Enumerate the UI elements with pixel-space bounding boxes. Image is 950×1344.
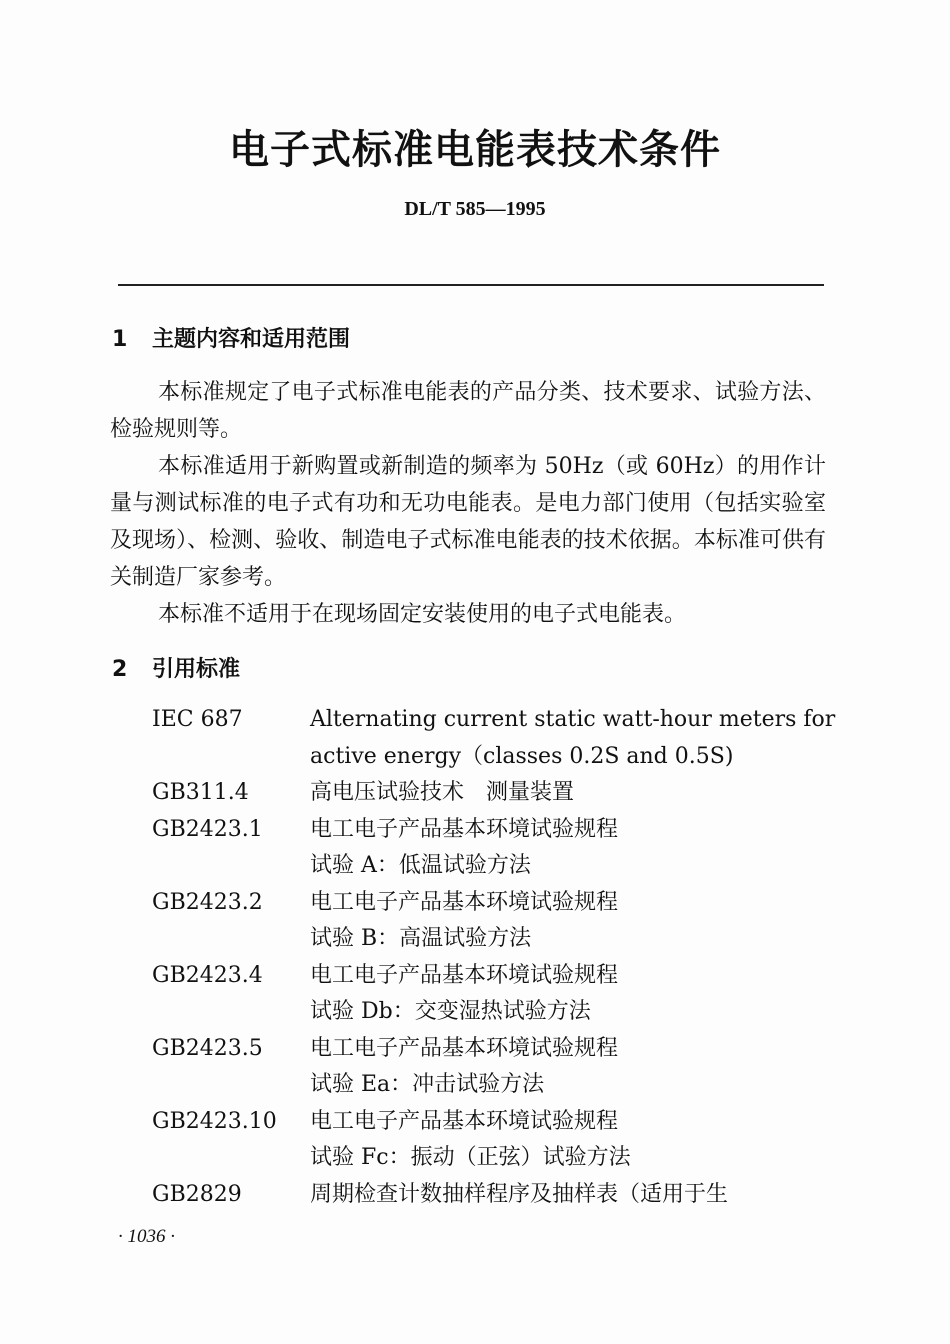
reference-title (310, 702, 835, 775)
reference-title-line: 试验 Ea：冲击试验方法 (310, 1072, 545, 1097)
reference-title-line: 电工电子产品基本环境试验规程 (310, 1108, 619, 1134)
reference-title-line: 电工电子产品基本环境试验规程 (310, 962, 619, 988)
reference-title-line: 试验 A：低温试验方法 (310, 853, 531, 878)
reference-item (140, 958, 830, 1031)
reference-title (310, 1177, 830, 1214)
reference-item (140, 702, 836, 775)
paragraph: 本标准规定了电子式标准电能表的产品分类、技术要求、试验方法、检验规则等。 (110, 380, 826, 442)
reference-item (140, 775, 830, 812)
reference-title-line: 电工电子产品基本环境试验规程 (310, 816, 619, 842)
document-title: 电子式标准电能表技术条件 (229, 127, 721, 173)
title-divider (118, 284, 824, 286)
reference-item (140, 1177, 830, 1214)
reference-title (310, 812, 830, 885)
standard-code: DL/T 585—1995 (404, 198, 546, 220)
reference-code: IEC 687 (152, 707, 243, 732)
reference-code: GB2423.1 (152, 816, 263, 842)
section-heading-1 (112, 322, 350, 353)
reference-code: GB2423.10 (152, 1108, 277, 1134)
reference-title (310, 1031, 830, 1104)
reference-item (140, 885, 830, 958)
section-heading-2 (112, 652, 240, 683)
reference-code: GB2423.2 (152, 889, 263, 915)
reference-title-line: 周期检查计数抽样程序及抽样表（适用于生 (310, 1181, 729, 1207)
reference-title-line: 试验 B：高温试验方法 (310, 926, 532, 951)
reference-title-line: 电工电子产品基本环境试验规程 (310, 1035, 619, 1061)
section-number: 1 (112, 327, 128, 352)
reference-title-line: 电工电子产品基本环境试验规程 (310, 889, 619, 915)
reference-title-line: 试验 Fc：振动（正弦）试验方法 (310, 1145, 631, 1170)
reference-item (140, 812, 830, 885)
reference-code: GB2423.4 (152, 962, 263, 988)
reference-title-line: Alternating current static watt-hour meters for (310, 707, 836, 732)
reference-code: GB2829 (152, 1181, 242, 1207)
reference-title (310, 775, 830, 812)
reference-title (310, 958, 830, 1031)
section-title: 主题内容和适用范围 (152, 327, 351, 352)
page-number: · 1036 · (118, 1226, 175, 1247)
reference-title-line: active energy（classes 0.2S and 0.5S) (310, 743, 734, 769)
paragraph: 本标准适用于新购置或新制造的频率为 50Hz（或 60Hz）的用作计量与测试标准的电子式有功和无功电能表。是电力部门使用（包括实验室及现场）、检测、验收、制造电子式标准电能表的技术依据。本标准可供有关制造厂家参考。 (110, 454, 826, 590)
reference-title-line: 高电压试验技术 测量装置 (310, 780, 575, 805)
reference-code: GB311.4 (152, 780, 249, 805)
paragraph: 本标准不适用于在现场固定安装使用的电子式电能表。 (158, 602, 687, 627)
reference-title (310, 1104, 830, 1177)
reference-item (140, 1031, 830, 1104)
reference-title (310, 885, 830, 958)
reference-code: GB2423.5 (152, 1035, 263, 1061)
reference-item (140, 1104, 830, 1177)
reference-list (140, 702, 836, 1213)
reference-title-line: 试验 Db：交变湿热试验方法 (310, 999, 591, 1024)
section-title: 引用标准 (152, 657, 241, 682)
section-number: 2 (112, 657, 128, 682)
